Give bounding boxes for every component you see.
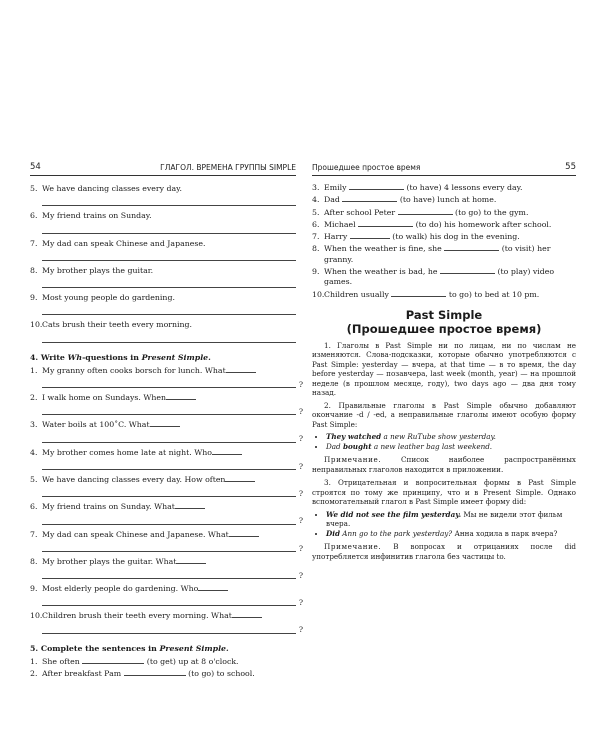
item-number: 1. [30, 365, 38, 375]
item-number: 1. [30, 656, 38, 666]
item-number: 4. [30, 447, 38, 457]
item-number: 6. [312, 219, 320, 229]
right-running-head [312, 161, 576, 176]
exercise-item [312, 244, 576, 265]
item-text: When the weather is bad, he [324, 267, 438, 277]
answer-line[interactable] [42, 249, 296, 261]
exercise-4 [30, 365, 303, 635]
item-number: 2. [30, 669, 38, 679]
item-text: (to play) video [497, 267, 555, 277]
item-text: We have dancing classes every day. [42, 184, 182, 193]
item-text: (to go) to school. [188, 669, 255, 679]
item-text: (to do) his homework after school. [415, 219, 552, 229]
question-mark: ? [298, 379, 303, 389]
rule-paragraph-2: 2. Правильные глаголы в Past Simple обычно добавляют окончание -d / -ed, а неправильные глаголы имеют особую форму Past Simple: [312, 400, 576, 429]
item-text: After breakfast Pam [42, 669, 122, 679]
answer-line[interactable] [42, 594, 303, 608]
item-text: Michael [324, 219, 356, 229]
page-number: 55 [565, 162, 576, 172]
item-text: (to have) lunch at home. [399, 195, 497, 205]
answer-blank[interactable] [82, 663, 144, 664]
answer-blank[interactable] [229, 536, 259, 537]
example-item: • They watched a new RuTube show yesterday. [326, 432, 576, 442]
item-text: My brother plays the guitar. What [42, 556, 177, 566]
exercise-item [30, 611, 296, 621]
answer-blank[interactable] [391, 296, 446, 297]
answer-blank[interactable] [358, 226, 413, 227]
item-text: She often [42, 656, 80, 666]
answer-blank[interactable] [349, 189, 404, 190]
answer-line[interactable] [42, 276, 296, 288]
exercise-item [312, 208, 576, 218]
answer-blank[interactable] [342, 201, 397, 202]
answer-blank[interactable] [232, 617, 262, 618]
exercise-item [30, 393, 296, 403]
exercise-item [312, 267, 576, 288]
item-text: Dad [324, 195, 340, 205]
answer-line[interactable] [42, 431, 303, 444]
item-text: Water boils at 100˚C. What [42, 420, 150, 430]
answer-blank[interactable] [398, 214, 453, 215]
exercise-item [312, 290, 576, 300]
answer-blank[interactable] [124, 675, 186, 676]
item-text: Harry [324, 232, 348, 242]
item-text: to go) to bed at 10 pm. [448, 289, 540, 299]
item-text: Cats brush their teeth every morning. [42, 320, 192, 330]
item-number: 7. [312, 232, 320, 242]
item-text: After school Peter [324, 207, 396, 217]
note-2: Примечание. В вопросах и отрицаниях после did употребляется инфинитив глагола без частицы to. [312, 542, 576, 561]
answer-blank[interactable] [150, 426, 180, 427]
item-number: 10. [312, 289, 325, 299]
example-item: • Dad bought a new leather bag last weekend. [326, 442, 576, 452]
question-mark: ? [298, 434, 303, 444]
item-text: My dad can speak Chinese and Japanese. [42, 238, 206, 248]
item-text: We have dancing classes every day. How often [42, 474, 226, 484]
exercise-item [30, 184, 296, 194]
example-list-2 [326, 510, 576, 539]
exercise-3-continued [30, 184, 296, 343]
rule-paragraph-3: 3. Отрицательная и вопросительная формы в Past Simple строятся по тому же принципу, что и в Present Simple. Однако вспомогательный глагол в Past Simple имеет форму did: [312, 478, 576, 507]
item-text: (to have) 4 lessons every day. [406, 183, 523, 192]
item-text: I walk home on Sundays. When [42, 393, 167, 403]
exercise-item [30, 420, 296, 430]
item-number: 9. [30, 584, 38, 594]
item-number: 6. [30, 211, 38, 221]
exercise-item [312, 220, 576, 230]
item-text: My dad can speak Chinese and Japanese. What [42, 529, 229, 539]
item-text: My friend trains on Sunday. What [42, 502, 175, 512]
item-text: Children brush their teeth every morning. What [42, 611, 232, 621]
answer-line[interactable] [42, 622, 303, 635]
item-number: 8. [30, 556, 38, 566]
answer-line[interactable] [42, 567, 303, 580]
answer-blank[interactable] [212, 454, 242, 455]
exercise-item [30, 320, 296, 330]
item-number: 7. [30, 238, 38, 248]
item-text: Children usually [324, 289, 389, 299]
item-text: (to get) up at 8 o'clock. [146, 656, 239, 666]
exercise-item [30, 266, 296, 276]
item-text: (to go) to the gym. [455, 207, 529, 217]
answer-blank[interactable] [350, 238, 390, 239]
answer-line[interactable] [42, 376, 303, 389]
running-title: Прошедшее простое время [312, 163, 421, 172]
exercise-item [312, 183, 576, 193]
example-list-1 [326, 432, 576, 451]
answer-line[interactable] [42, 194, 296, 206]
item-number: 10. [30, 320, 43, 330]
question-mark: ? [298, 516, 303, 526]
exercise-item [30, 530, 296, 540]
exercise-item [30, 502, 296, 512]
item-number: 5. [30, 474, 38, 484]
item-number: 9. [30, 293, 38, 303]
answer-blank[interactable] [440, 273, 495, 274]
exercise-item [30, 211, 296, 221]
item-text: Emily [324, 183, 347, 192]
exercise-item [30, 239, 296, 249]
answer-line[interactable] [42, 222, 296, 234]
example-item: • We did not see the film yesterday. Мы не видели этот фильм вчера. [326, 510, 576, 529]
exercise-item [30, 475, 296, 485]
question-mark: ? [298, 407, 303, 417]
exercise-5-continued [312, 183, 576, 300]
exercise-5 [30, 657, 296, 680]
running-title: ГЛАГОЛ. ВРЕМЕНА ГРУППЫ SIMPLE [160, 163, 296, 172]
answer-line[interactable] [42, 303, 296, 315]
exercise-item [30, 366, 296, 376]
question-mark: ? [298, 543, 303, 553]
answer-blank[interactable] [225, 481, 255, 482]
item-number: 8. [312, 244, 320, 254]
item-number: 3. [30, 420, 38, 430]
exercise-item [312, 195, 576, 205]
item-text: granny. [324, 254, 354, 264]
left-running-head [30, 161, 296, 176]
item-number: 5. [312, 207, 320, 217]
item-number: 8. [30, 265, 38, 275]
answer-line[interactable] [42, 485, 303, 498]
exercise-item [30, 448, 296, 458]
question-mark: ? [298, 461, 303, 471]
question-mark: ? [298, 570, 303, 580]
answer-line[interactable] [42, 331, 296, 343]
rule-paragraph-1: 1. Глаголы в Past Simple ни по лицам, ни по числам не изменяются. Слова-подсказки, которые обычно употребляются с Past Simple: yesterday — вчера, at that time — в то время, the day before yesterday — позавчера, last week (month, year) — на прошлой неделе (в прошлом месяце, году), two days ago — два дня тому назад. [312, 340, 576, 398]
item-number: 6. [30, 502, 38, 512]
item-number: 2. [30, 393, 38, 403]
exercise-item [30, 584, 296, 594]
answer-blank[interactable] [226, 372, 256, 373]
answer-line[interactable] [42, 403, 303, 417]
exercise-item [312, 232, 576, 242]
page-number: 54 [30, 162, 41, 172]
item-text: (to visit) her [501, 244, 551, 254]
question-mark: ? [298, 488, 303, 498]
theory-title: Past Simple (Прошедшее простое время) [346, 307, 542, 336]
example-item: • Did Ann go to the park yesterday? Анна ходила в парк вчера? [326, 529, 576, 539]
item-text: games. [324, 277, 353, 287]
item-number: 3. [312, 183, 320, 192]
item-text: My brother comes home late at night. Who [42, 447, 212, 457]
item-text: (to walk) his dog in the evening. [392, 232, 520, 242]
item-text: When the weather is fine, she [324, 244, 442, 254]
item-text: Most elderly people do gardening. Who [42, 584, 199, 594]
question-mark: ? [298, 625, 303, 635]
answer-blank[interactable] [166, 399, 196, 400]
answer-blank[interactable] [444, 250, 499, 251]
answer-blank[interactable] [176, 563, 206, 564]
answer-line[interactable] [42, 540, 303, 553]
item-number: 7. [30, 529, 38, 539]
answer-line[interactable] [42, 458, 303, 471]
answer-blank[interactable] [198, 590, 228, 591]
answer-blank[interactable] [175, 508, 205, 509]
exercise-item [30, 557, 296, 567]
exercise-4-heading: 4. Write Wh-questions in Present Simple. [30, 352, 211, 362]
note-1: Примечание. Список наиболее распространённых неправильных глаголов находится в приложении. [312, 455, 576, 474]
item-number: 10. [30, 611, 43, 621]
item-number: 9. [312, 267, 320, 277]
item-text: My friend trains on Sunday. [42, 211, 152, 221]
exercise-item [30, 669, 296, 679]
item-number: 5. [30, 184, 38, 193]
right-page [312, 161, 576, 565]
left-page [30, 161, 303, 681]
exercise-item [30, 293, 296, 303]
item-text: My granny often cooks borsch for lunch. What [42, 365, 226, 375]
item-text: Most young people do gardening. [42, 293, 175, 303]
item-number: 4. [312, 195, 320, 205]
exercise-5-heading: 5. Complete the sentences in Present Simple. [30, 643, 229, 653]
item-text: My brother plays the guitar. [42, 265, 154, 275]
answer-line[interactable] [42, 513, 303, 526]
question-mark: ? [298, 598, 303, 608]
exercise-item [30, 657, 296, 667]
